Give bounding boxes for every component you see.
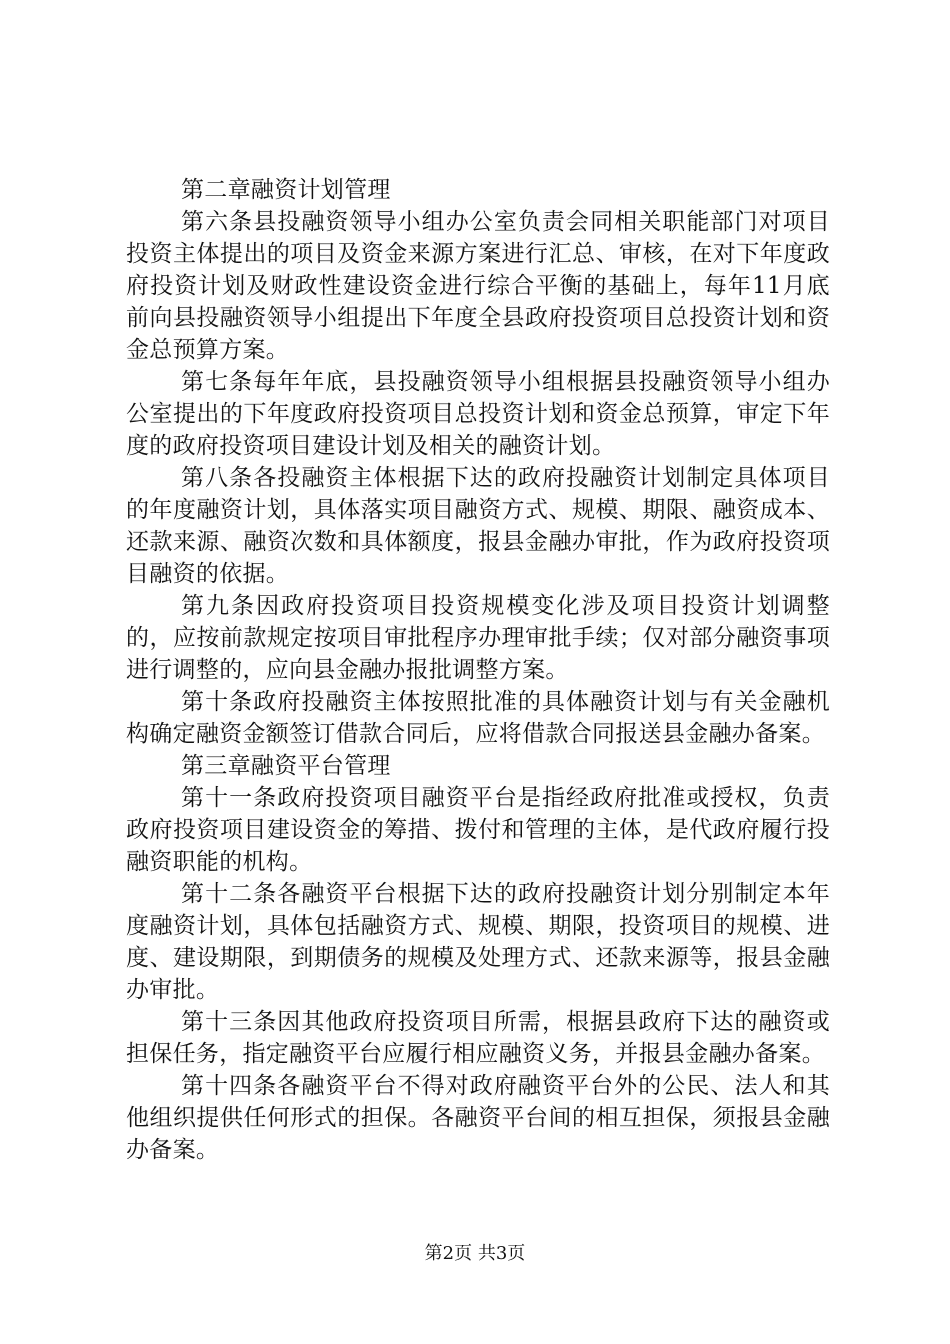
article-paragraph: 第八条各投融资主体根据下达的政府投融资计划制定具体项目的年度融资计划，具体落实项目融资方式、规模、期限、融资成本、还款来源、融资次数和具体额度，报县金融办审批，作为政府投资项目融资的依据。 bbox=[126, 465, 830, 587]
article-paragraph: 第十四条各融资平台不得对政府融资平台外的公民、法人和其他组织提供任何形式的担保。各融资平台间的相互担保，须报县金融办备案。 bbox=[126, 1073, 830, 1163]
article-paragraph: 第十一条政府投资项目融资平台是指经政府批准或授权，负责政府投资项目建设资金的筹措、拨付和管理的主体，是代政府履行投融资职能的机构。 bbox=[126, 785, 830, 875]
page-footer: 第2页 共3页 bbox=[424, 1243, 526, 1264]
article-paragraph: 第十三条因其他政府投资项目所需，根据县政府下达的融资或担保任务，指定融资平台应履行相应融资义务，并报县金融办备案。 bbox=[126, 1009, 830, 1067]
chapter-heading: 第三章融资平台管理 bbox=[181, 753, 391, 779]
article-paragraph: 第七条每年年底，县投融资领导小组根据县投融资领导小组办公室提出的下年度政府投资项目总投资计划和资金总预算，审定下年度的政府投资项目建设计划及相关的融资计划。 bbox=[126, 369, 830, 459]
document-body bbox=[126, 174, 830, 1166]
article-paragraph: 第九条因政府投资项目投资规模变化涉及项目投资计划调整的，应按前款规定按项目审批程序办理审批手续；仅对部分融资事项进行调整的，应向县金融办报批调整方案。 bbox=[126, 593, 830, 683]
article-paragraph: 第十二条各融资平台根据下达的政府投融资计划分别制定本年度融资计划，具体包括融资方式、规模、期限，投资项目的规模、进度、建设期限，到期债务的规模及处理方式、还款来源等，报县金融办审批。 bbox=[126, 881, 830, 1003]
article-paragraph: 第六条县投融资领导小组办公室负责会同相关职能部门对项目投资主体提出的项目及资金来源方案进行汇总、审核，在对下年度政府投资计划及财政性建设资金进行综合平衡的基础上，每年11月底前向县投融资领导小组提出下年度全县政府投资项目总投资计划和资金总预算方案。 bbox=[126, 209, 830, 363]
chapter-heading: 第二章融资计划管理 bbox=[181, 177, 391, 203]
article-paragraph: 第十条政府投融资主体按照批准的具体融资计划与有关金融机构确定融资金额签订借款合同后，应将借款合同报送县金融办备案。 bbox=[126, 689, 830, 747]
